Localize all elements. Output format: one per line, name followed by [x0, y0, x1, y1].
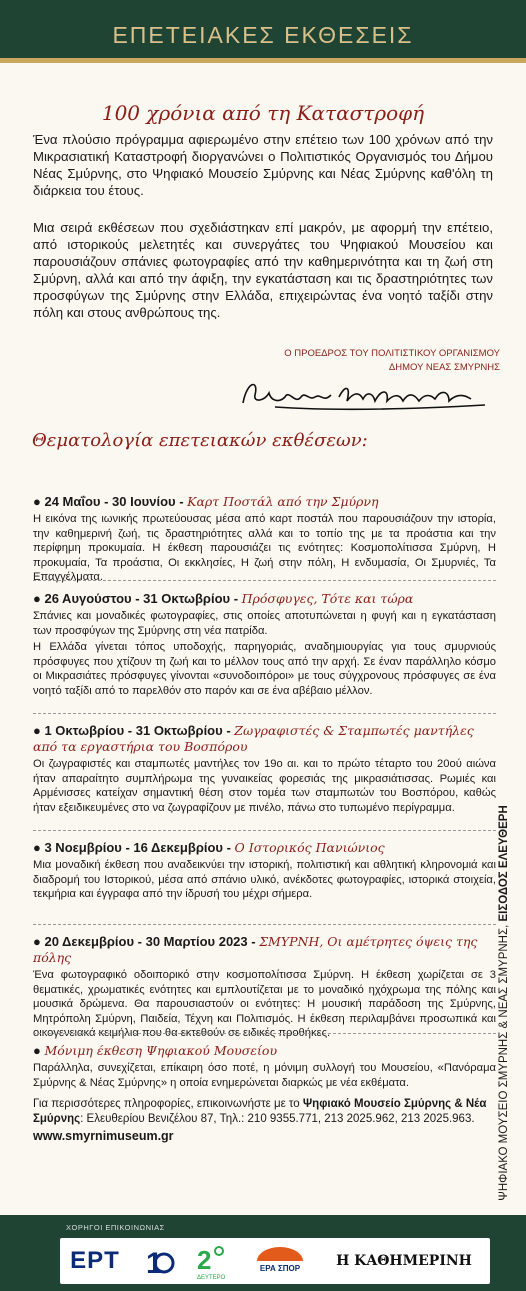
exhibition-subtitle: Καρτ Ποστάλ από την Σμύρνη [187, 494, 379, 509]
header-title: ΕΠΕΤΕΙΑΚΕΣ ΕΚΘΕΣΕΙΣ [112, 22, 414, 48]
exhibition-dates: 24 Μαΐου - 30 Ιουνίου [44, 494, 176, 509]
exhibition-dates: 20 Δεκεμβρίου - 30 Μαρτίου [44, 934, 216, 949]
signature-image [235, 375, 495, 415]
exhibition-description-2: Η Ελλάδα γίνεται τόπος υποδοχής, παρηγοριάς, αναδημιουργίας για τους σμυρνιούς πρόσφυγες που χτίζουν τη ζωή και το μέλλον τους από την αρχή. Σε έναν παράλληλο κόσμο οι Μικρασιάτες πρόσφυγες γίνονται «συνοδοιπόροι» με τους σύγχρονους πρόσφυγες σε ένα νοητό ταξίδι από το παρελθόν στο παρόν και σε ένα αβέβαιο μέλλον. [33, 641, 496, 697]
era-sport-logo [248, 1238, 312, 1284]
exhibition-dates: 3 Νοεμβρίου - 16 Δεκεμβρίου [44, 840, 223, 855]
poster-body [0, 63, 526, 1215]
exhibition-description: Η εικόνα της ιωνικής πρωτεύουσας μέσα από καρτ ποστάλ που παρουσιάζουν την ιστορία, την καθημερινή ζωή, τις δραστηριότητες αλλά και το τοπίο της με τα προάστια και την περίφημη προκυμαία. Η έκθεση παρουσιάζει τις ενότητες: Κοσμοπολίτισσα Σμύρνη, Η προκυμαία, Τα προάστια, Οι εκκλησίες, Η ζωή στην πόλη, Η ενδυμασία, Οι Σμυρνιές, Τα Επαγγέλματα. [33, 513, 496, 584]
sponsors-label: ΧΟΡΗΓΟΙ ΕΠΙΚΟΙΝΩΝΙΑΣ [66, 1223, 165, 1232]
exhibition-year: 2023 [218, 934, 248, 949]
exhibition-description: Μια μοναδική έκθεση που αναδεικνύει την ιστορική, πολιτιστική και αθλητική κληρονομιά και διαδρομή του Ιστορικού, μέσα από σπάνιο υλικό, ανέκδοτες φωτογραφίες, ιστορικά στοιχεία, τεκμήρια και έγγραφα από την ίδρυσή του μέχρι σήμερα. [33, 859, 496, 901]
separator [33, 713, 496, 714]
intro-paragraph-2: Μια σειρά εκθέσεων που σχεδιάστηκαν επί μακρόν, με αφορμή την επέτειο, από ιστορικούς μελετητές και συνεργάτες του Ψηφιακού Μουσείου και παρουσιάζουν σπάνιες φωτογραφίες από την καθημερινότητα και τη ζωή στη Σμύρνη, αλλά και από την άφιξη, την εγκατάσταση και τις δραστηριότητες των προσφύγων της Σμύρνης στην Ελλάδα, επιχειρώντας ένα νοητό ταξίδι στην πόλη και στους ανθρώπους της. [33, 220, 493, 320]
svg-text:1: 1 [146, 1247, 163, 1280]
header-bar [0, 0, 526, 58]
museum-name: Ψηφιακό Μουσείο Σμύρνης & Νέα Σμύρνης [33, 1098, 487, 1125]
exhibition-subtitle: Μόνιμη έκθεση Ψηφιακού Μουσείου [44, 1043, 278, 1058]
proto-programma-logo [134, 1238, 182, 1284]
exhibition-subtitle: Ο Ιστορικός Πανιώνιος [234, 840, 385, 855]
svg-text:2: 2 [197, 1245, 212, 1275]
separator [33, 830, 496, 831]
kathimerini-logo: Η ΚΑΘΗΜΕΡΙΝΗ [336, 1253, 472, 1269]
sponsor-logos [60, 1238, 490, 1284]
exhibition-description: Σπάνιες και μοναδικές φωτογραφίες, στις οποίες αποτυπώνεται η φυγή και η εγκατάσταση των προσφύγων της Σμύρνης στη νέα πατρίδα. [33, 610, 496, 637]
exhibition-2: ● 26 Αυγούστου - 31 Οκτωβρίου - Πρόσφυγες, Τότε και τώρα Σπάνιες και μοναδικές φωτογραφίες, στις οποίες αποτυπώνεται η φυγή και η εγκατάσταση των προσφύγων της Σμύρνης στη νέα πατρίδα. Η Ελλάδα γίνεται τόπος υποδοχής, παρηγοριάς, αναδημιουργίας για τους σμυρνιούς πρόσφυγες που χτίζουν τη ζωή και το μέλλον τους από την αρχή. Σε έναν παράλληλο κόσμο οι Μικρασιάτες πρόσφυγες γίνονται «συνοδοιπόροι» με τους σύγχρονους πρόσφυγες σε ένα νοητό ταξίδι από το παρελθόν στο παρόν και σε ένα αβέβαιο μέλλον. [33, 591, 496, 697]
exhibition-1: ● 24 Μαΐου - 30 Ιουνίου - Καρτ Ποστάλ από την Σμύρνη Η εικόνα της ιωνικής πρωτεύουσας μέσα από καρτ ποστάλ που παρουσιάζουν την ιστορία, την καθημερινή ζωή, τις δραστηριότητες αλλά και το τοπίο της με τα προάστια και την περίφημη προκυμαία. Η έκθεση παρουσιάζει τις ενότητες: Κοσμοπολίτισσα Σμύρνη, Η προκυμαία, Τα προάστια, Οι εκκλησίες, Η ζωή στην πόλη, Η ενδυμασία, Οι Σμυρνιές, Τα Επαγγέλματα. [33, 494, 496, 584]
intro-paragraph-1: Ένα πλούσιο πρόγραμμα αφιερωμένο στην επέτειο των 100 χρόνων από την Μικρασιατική Καταστροφή διοργανώνει ο Πολιτιστικός Οργανισμός του Δήμου Νέας Σμύρνης, στο Ψηφιακό Μουσείο Σμύρνης και Νέας Σμύρνης καθ'όλη τη διάρκεια του έτους. [33, 132, 493, 198]
deftero-programma-logo [190, 1238, 240, 1284]
exhibition-4: ● 3 Νοεμβρίου - 16 Δεκεμβρίου - Ο Ιστορικός Πανιώνιος Μια μοναδική έκθεση που αναδεικνύει την ιστορική, πολιτιστική και αθλητική κληρονομιά και διαδρομή του Ιστορικού, μέσα από σπάνιο υλικό, ανέκδοτες φωτογραφίες, ιστορικά στοιχεία, τεκμήρια και έγγραφα από την ίδρυσή του μέχρι σήμερα. [33, 840, 496, 901]
main-title: 100 χρόνια από τη Καταστροφή [101, 101, 425, 125]
separator [33, 1033, 496, 1034]
separator [33, 924, 496, 925]
contact-info: Για περισσότερες πληροφορίες, επικοινωνήστε με το Ψηφιακό Μουσείο Σμύρνης & Νέα Σμύρνης: Ελευθερίου Βενιζέλου 87, Τηλ.: 210 9355.771, 213 2025.962, 213 2025.963. [33, 1098, 487, 1125]
section-title: Θεματολογία επετειακών εκθέσεων: [32, 430, 368, 451]
website-link[interactable]: www.smyrnimuseum.gr [33, 1129, 174, 1143]
president-title: Ο ΠΡΟΕΔΡΟΣ ΤΟΥ ΠΟΛΙΤΙΣΤΙΚΟΥ ΟΡΓΑΝΙΣΜΟΥ ΔΗΜΟΥ ΝΕΑΣ ΣΜΥΡΝΗΣ [284, 348, 500, 373]
svg-text:ΕΡΑ ΣΠΟΡ: ΕΡΑ ΣΠΟΡ [259, 1264, 301, 1273]
exhibition-subtitle: ΣΜΥΡΝΗ, Οι αμέτρητες όψεις της πόλης [33, 934, 478, 965]
exhibition-subtitle: Ζωγραφιστές & Σταμπωτές μαντήλες από τα εργαστήρια του Βοσπόρου [33, 723, 474, 754]
svg-text:ΔΕΥΤΕΡΟ: ΔΕΥΤΕΡΟ [197, 1275, 226, 1281]
exhibition-description: Παράλληλα, συνεχίζεται, επίκαιρη όσο ποτέ, η μόνιμη συλλογή του Μουσείου, «Πανόραμα Σμύρνης & Νέας Σμύρνης» η οποία ενημερώνεται διαρκώς με νέα εκθέματα. [33, 1062, 496, 1089]
exhibition-6: ● Μόνιμη έκθεση Ψηφιακού Μουσείου Παράλληλα, συνεχίζεται, επίκαιρη όσο ποτέ, η μόνιμη συλλογή του Μουσείου, «Πανόραμα Σμύρνης & Νέας Σμύρνης» η οποία ενημερώνεται διαρκώς με νέα εκθέματα. [33, 1043, 496, 1089]
vertical-note: ΨΗΦΙΑΚΟ ΜΟΥΣΕΙΟ ΣΜΥΡΝΗΣ & ΝΕΑΣ ΣΜΥΡΝΗΣ, ΕΙΣΟΔΟΣ ΕΛΕΥΘΕΡΗ [498, 805, 510, 1201]
exhibition-dates: 26 Αυγούστου - 31 Οκτωβρίου [44, 591, 231, 606]
exhibition-5: ● 20 Δεκεμβρίου - 30 Μαρτίου 2023 - ΣΜΥΡΝΗ, Οι αμέτρητες όψεις της πόλης Ένα φωτογραφικό οδοιπορικό στην κοσμοπολίτισσα Σμύρνη. Η έκθεση χωρίζεται σε 3 θεματικές, χρωματικές ενότητες και εμπλουτίζεται με το μοναδικό ηχόχρωμα της πόλης και μουσικά δρώμενα. Θα παρουσιαστούν οι ενότητες: Η μουσική παράδοση της Σμύρνης, Μητρόπολη Σμύρνη, Παιδεία, Τέχνη και Πολιτισμός. Η έκθεση περιλαμβάνει προσωπικά και οικογενειακά κειμήλια που θα εκτεθούν σε ειδικές προθήκες. [33, 934, 496, 1040]
exhibition-3: ● 1 Οκτωβρίου - 31 Οκτωβρίου - Ζωγραφιστές & Σταμπωτές μαντήλες από τα εργαστήρια του Βοσπόρου Οι ζωγραφιστές και σταμπωτές μαντήλες τον 19ο αι. και το πρώτο τέταρτο του 20ού αιώνα ήταν απαραίτητο συμπλήρωμα της γυναικείας φορεσιάς της μικρασιάτισσας. Ρωμιές και Αρμένισσες κατείχαν σημαντική θέση στον τομέα των σταμπωτών του Βοσπόρου, καθώς ήταν εξειδικευμένες στο να ζωγραφίζουν με πινέλο, πάνω στο τυπωμένο περίγραμμα. [33, 723, 496, 814]
separator [33, 580, 496, 581]
exhibition-description: Οι ζωγραφιστές και σταμπωτές μαντήλες τον 19ο αι. και το πρώτο τέταρτο του 20ού αιώνα ήταν απαραίτητο συμπλήρωμα της γυναικείας φορεσιάς της μικρασιάτισσας. Ρωμιές και Αρμένισσες κατείχαν σημαντική θέση στον τομέα των σταμπωτών του Βοσπόρου, καθώς ήταν εξειδικευμένες στο να ζωγραφίζουν με πινέλο, πάνω στο τυπωμένο περίγραμμα. [33, 758, 496, 814]
exhibition-subtitle: Πρόσφυγες, Τότε και τώρα [241, 591, 414, 606]
exhibition-dates: 1 Οκτωβρίου - 31 Οκτωβρίου [44, 723, 223, 738]
exhibition-description: Ένα φωτογραφικό οδοιπορικό στην κοσμοπολίτισσα Σμύρνη. Η έκθεση χωρίζεται σε 3 θεματικές, χρωματικές ενότητες και εμπλουτίζεται με το μοναδικό ηχόχρωμα της πόλης και μουσικά δρώμενα. Θα παρουσιαστούν οι ενότητες: Η μουσική παράδοση της Σμύρνης, Μητρόπολη Σμύρνη, Παιδεία, Τέχνη και Πολιτισμός. Η έκθεση περιλαμβάνει προσωπικά και οικογενειακά κειμήλια που θα εκτεθούν σε ειδικές προθήκες. [33, 969, 496, 1040]
footer [0, 1215, 526, 1291]
ert-logo: ΕΡΤ [70, 1247, 120, 1274]
